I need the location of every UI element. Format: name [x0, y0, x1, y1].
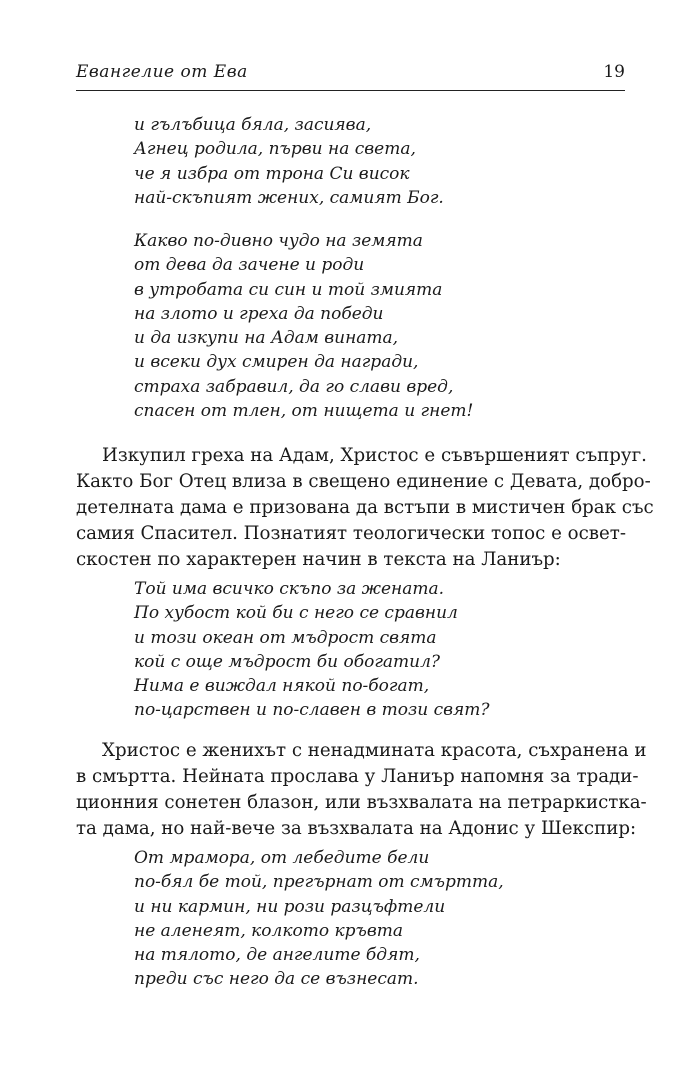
paragraph-line: Христос е женихът с ненадмината красота, съхранена и	[102, 740, 647, 761]
verse-line: че я избра от трона Си висок	[134, 163, 410, 184]
paragraph-line: в смъртта. Нейната прослава у Ланиър напомня за тради-	[76, 766, 639, 787]
verse-line: и този океан от мъдрост свята	[134, 627, 437, 648]
page-number: 19	[603, 62, 625, 82]
paragraph-line: та дама, но най-вече за възхвалата на Адонис у Шекспир:	[76, 818, 637, 839]
verse-line: спасен от тлен, от нищета и гнет!	[134, 401, 474, 422]
verse-line: Той има всичко скъпо за жената.	[134, 579, 445, 599]
verse-line: кой с още мъдрост би обогатил?	[134, 651, 441, 672]
header-rule	[76, 90, 625, 91]
paragraph-line: скостен по характерен начин в текста на Ланиър:	[76, 549, 561, 570]
verse-line: и ни кармин, ни рози разцъфтели	[134, 896, 446, 917]
verse-line: по-бял бе той, прегърнат от смъртта,	[134, 872, 504, 893]
verse-line: преди със него да се възнесат.	[134, 969, 419, 990]
verse-stanza-4	[134, 846, 504, 992]
paragraph-line: самия Спасител. Познатият теологически топос е освет-	[76, 523, 626, 544]
verse-line: и гълъбица бяла, засиява,	[134, 115, 372, 135]
paragraph-line: Както Бог Отец влиза в свещено единение с Девата, добро-	[76, 471, 651, 492]
verse-line: на тялото, де ангелите бдят,	[134, 945, 420, 966]
verse-line: и всеки дух смирен да награди,	[134, 352, 419, 373]
verse-line: От мрамора, от лебедите бели	[134, 848, 430, 868]
paragraph-line: Изкупил греха на Адам, Христос е съвършеният съпруг.	[102, 445, 647, 466]
paragraph-1	[76, 443, 654, 573]
verse-line: страха забравил, да го слави вред,	[134, 376, 454, 397]
verse-line: Нима е виждал някой по-богат,	[134, 676, 430, 697]
verse-line: не аленеят, колкото кръвта	[134, 920, 403, 941]
verse-line: на злото и греха да победи	[134, 303, 384, 324]
verse-line: Агнец родила, първи на света,	[134, 139, 416, 160]
paragraph-line: ционния сонетен блазон, или възхвалата на петраркистка-	[76, 792, 647, 813]
running-title: Евангелие от Ева	[76, 62, 248, 82]
running-header	[76, 62, 625, 86]
verse-line: най-скъпият жених, самият Бог.	[134, 187, 444, 208]
verse-line: в утробата си син и той змията	[134, 279, 443, 300]
verse-stanza-3	[134, 577, 490, 723]
verse-stanza-1	[134, 113, 444, 210]
paragraph-2	[76, 738, 647, 842]
verse-line: По хубост кой би с него се сравнил	[134, 603, 458, 624]
verse-line: и да изкупи на Адам вината,	[134, 328, 399, 349]
verse-line: Какво по-дивно чудо на земята	[134, 231, 423, 251]
verse-stanza-2	[134, 229, 473, 423]
paragraph-line: детелната дама е призована да встъпи в мистичен брак със	[76, 497, 654, 518]
verse-line: по-царствен и по-славен в този свят?	[134, 700, 490, 721]
verse-line: от дева да зачене и роди	[134, 255, 365, 276]
